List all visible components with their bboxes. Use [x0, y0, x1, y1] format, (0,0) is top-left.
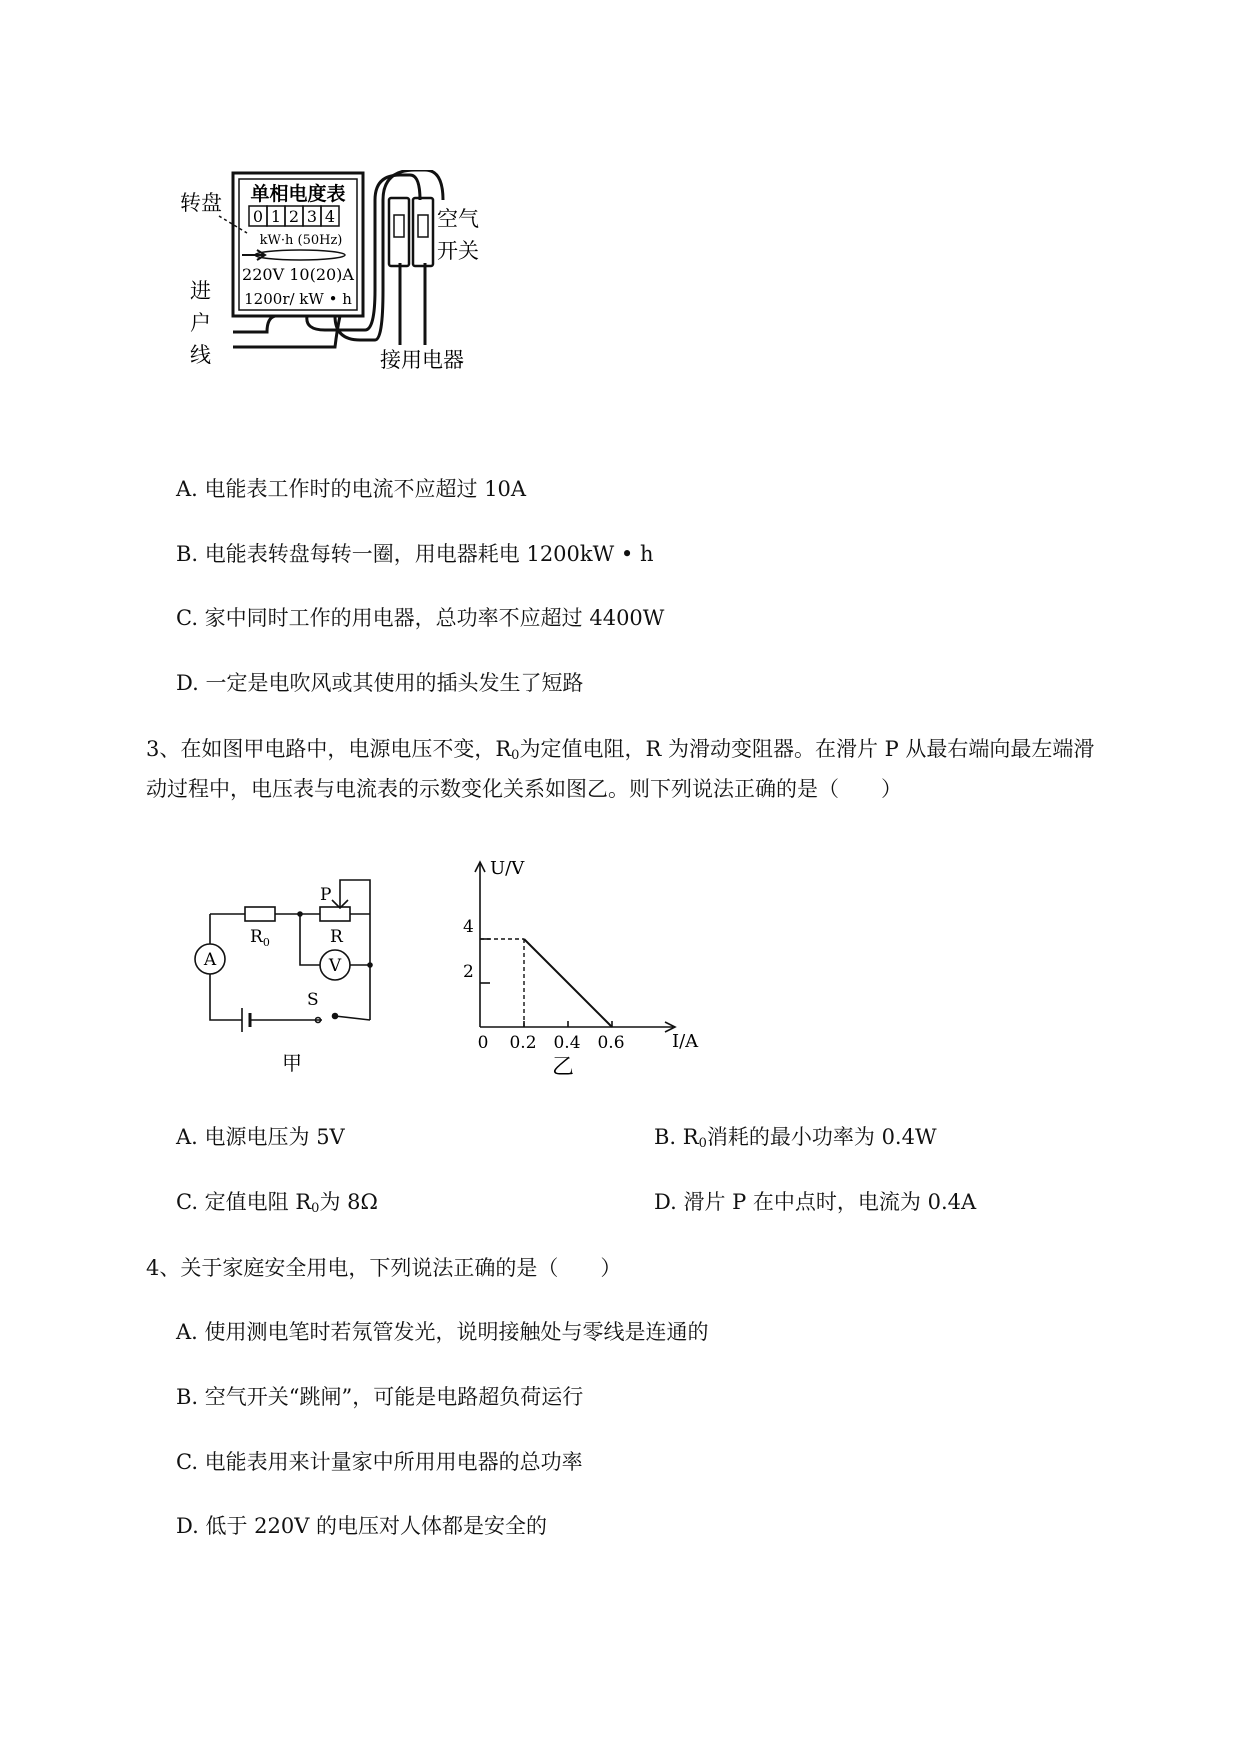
q3-option-d: D. 滑片 P 在中点时，电流为 0.4A: [654, 1190, 977, 1214]
q3-option-a: A. 电源电压为 5V: [176, 1125, 345, 1149]
label-inlet: [190, 279, 211, 367]
q3-option-c: C. 定值电阻 $R_0$为 8Ω: [176, 1190, 378, 1216]
q2-option-a: A. 电能表工作时的电流不应超过 10A: [176, 477, 527, 501]
q4-option-c: C. 电能表用来计量家中所用用电器的总功率: [176, 1450, 583, 1474]
svg-text:空气: 空气: [437, 207, 479, 231]
svg-text:P: P: [320, 885, 332, 905]
svg-text:V: V: [328, 956, 342, 976]
meter-title: 单相电度表: [250, 183, 346, 205]
label-breaker: [437, 207, 479, 263]
y-axis-label: U/V: [490, 858, 525, 879]
series-line: [524, 939, 612, 1027]
voltmeter: [320, 950, 350, 980]
axes: [475, 862, 675, 1032]
circuit-figure: [180, 870, 400, 1080]
switch-s: [316, 1014, 338, 1023]
meter-unit: kW·h (50Hz): [259, 233, 343, 248]
q2-option-b: B. 电能表转盘每转一圈，用电器耗电 1200kW • h: [176, 542, 654, 566]
circuit-caption: 甲: [282, 1051, 302, 1075]
q3-stem-line1: 3、在如图甲电路中，电源电压不变，$R_0$为定值电阻，R 为滑动变阻器。在滑片 P 从最右端向最左端滑: [146, 737, 1095, 763]
x-axis-label: I/A: [672, 1031, 699, 1052]
q3-stem-line2: 动过程中，电压表与电流表的示数变化关系如图乙。则下列说法正确的是（ ）: [146, 777, 902, 801]
meter-figure: [175, 170, 520, 415]
label-s: S: [307, 990, 319, 1010]
y-tick-0: 2: [463, 962, 474, 982]
svg-text:户: 户: [190, 311, 211, 335]
q2-option-c: C. 家中同时工作的用电器，总功率不应超过 4400W: [176, 606, 665, 630]
svg-text:进: 进: [190, 279, 211, 303]
svg-text:开关: 开关: [437, 239, 479, 263]
digit-0: 0: [252, 207, 264, 226]
x-tick-2: 0.4: [553, 1033, 581, 1053]
q3-option-b: B. $R_0$消耗的最小功率为 0.4W: [654, 1125, 937, 1151]
q4-option-b: B. 空气开关“跳闸”，可能是电路超负荷运行: [176, 1385, 584, 1409]
x-tick-3: 0.6: [597, 1033, 625, 1053]
rheostat-r: [320, 885, 350, 947]
meter-rating: 220V 10(20)A: [242, 265, 354, 284]
q4-stem: 4、关于家庭安全用电，下列说法正确的是（ ）: [146, 1256, 622, 1280]
x-tick-1: 0.2: [509, 1033, 537, 1053]
junction-node: [297, 911, 303, 917]
label-appliance: 接用电器: [380, 348, 464, 372]
battery: [242, 1008, 250, 1032]
svg-text:线: 线: [190, 343, 211, 367]
y-tick-1: 4: [463, 917, 474, 937]
graph-caption: 乙: [552, 1055, 575, 1080]
x-tick-0: 0: [477, 1033, 489, 1053]
meter-digits: [249, 206, 339, 226]
junction-node-right: [367, 962, 373, 968]
digit-3: 3: [306, 207, 318, 226]
q4-option-a: A. 使用测电笔时若氖管发光，说明接触处与零线是连通的: [176, 1320, 709, 1344]
svg-text:R0: $R_0$: [250, 927, 270, 949]
tick-marks: [480, 939, 612, 1027]
digit-1: 1: [270, 207, 282, 226]
svg-text:R: R: [330, 927, 343, 947]
dial-disc: [242, 250, 345, 260]
meter-constant: 1200r/ kW • h: [244, 290, 352, 308]
graph-figure: [455, 852, 715, 1082]
q2-option-d: D. 一定是电吹风或其使用的插头发生了短路: [176, 671, 584, 695]
breaker-switches: [389, 198, 433, 266]
svg-text:A: A: [203, 950, 217, 970]
data-series: [524, 939, 612, 1027]
label-dial: 转盘: [180, 191, 222, 215]
digit-4: 4: [324, 207, 336, 226]
digit-2: 2: [288, 207, 300, 226]
q4-option-d: D. 低于 220V 的电压对人体都是安全的: [176, 1514, 548, 1538]
resistor-r0: [245, 907, 275, 949]
ammeter: [195, 944, 225, 974]
